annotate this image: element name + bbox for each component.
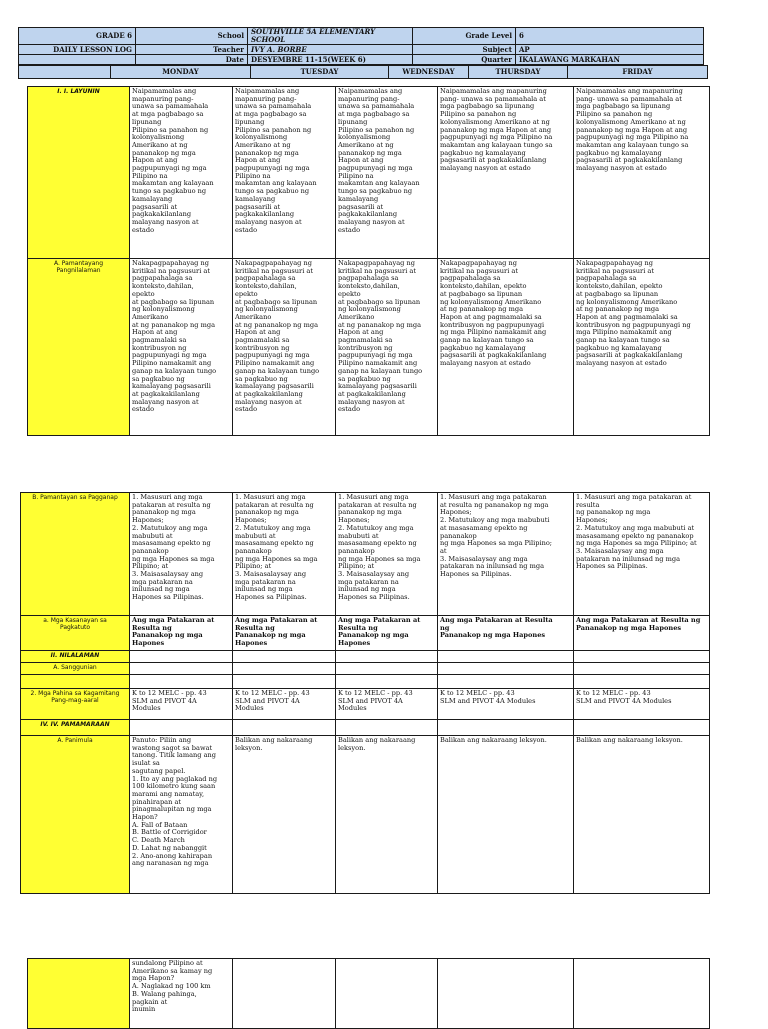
nilalaman-label: II. NILALAMAN — [50, 652, 100, 659]
continuation-tuesday — [233, 959, 336, 1029]
continuation-friday — [574, 959, 710, 1029]
sanggunian-label: A. Sanggunian — [53, 664, 97, 671]
pagganap-wednesday: 1. Masusuri ang mga patakaran at resulta ng pananakop ng mga Hapones; 2. Matutukoy ang mga mabubuti at masasamang epekto ng pananakop ng mga Hapones sa mga Pilipino; at 3. Maisasalaysay ang mga patakaran na inilunsad ng mga Hapones sa Pilipinas. — [336, 493, 438, 616]
pahina-monday: K to 12 MELC - pp. 43 SLM and PIVOT 4A Modules — [130, 689, 233, 720]
panimula-wednesday: Balikan ang nakaraang leksyon. — [336, 736, 438, 894]
panimula-monday: Panuto: Piliin ang wastong sagot sa bawat tanong. Titik lamang ang isulat sa sagutang papel. 1. Ito ay ang paglakad ng 100 kilometro kung saan marami ang namatay, pinahirapan at pinagmalupitan ng mga Hapon? A. Fall of Bataan B. Battle of Corrigidor C. Death March D. Lahat ng nabanggit 2. Ano-anong kahirapan ang naranasan ng mga — [130, 736, 233, 894]
layunin-friday: Naipamamalas ang mapanuring pang- unawa sa pamamahala at mga pagbabago sa lipunang Pilipino sa panahon ng kolonyalismong Amerikano at ng pananakop ng mga Hapon at ang pagpupunyagi ng mga Pilipino na makamtan ang kalayaan tungo sa pagkabuo ng kamalayang pagsasarili at pagkakakilanlang malayang nasyon at estado — [574, 87, 710, 259]
pahina-label: 2. Mga Pahina sa Kagamitang Pang-mag-aaral — [30, 690, 120, 704]
pamantayang-thursday: Nakapagpapahayag ng kritikal na pagsusuri at pagpapahalaga sa kontekstо,dahilan, epekto at pagbabago sa lipunan ng kolonyalismong Amerikano at ng pananakop ng mga Hapon at ang pagmamalaki sa kontribusyon ng pagpupunyagi ng mga Pilipino namakamit ang ganap na kalayaan tungo sa pagkabuo ng kamalayang pagsasarili at pagkakakilanlang malayang nasyon at estado — [438, 259, 574, 436]
panimula-thursday: Balikan ang nakaraang leksyon. — [438, 736, 574, 894]
panimula-friday: Balikan ang nakaraang leksyon. — [574, 736, 710, 894]
day-wednesday: WEDNESDAY — [389, 66, 469, 79]
kasanayan-monday: Ang mga Patakaran at Resulta ng Pananakop ng mga Hapones — [130, 616, 233, 651]
continuation-table — [27, 958, 710, 1029]
day-tuesday: TUESDAY — [251, 66, 389, 79]
pahina-friday: K to 12 MELC - pp. 43 SLM and PIVOT 4A Modules — [574, 689, 710, 720]
school-label: School — [136, 28, 248, 45]
kasanayan-label: a. Mga Kasanayan sa Pagkatuto — [43, 617, 107, 631]
pamamaraan-label: IV. IV. PAMAMARAAN — [40, 721, 110, 728]
date-label: Date — [136, 55, 248, 65]
layunin-label: I. I. LAYUNIN — [57, 88, 100, 95]
log-title: DAILY LESSON LOG — [19, 45, 136, 55]
pamantayang-monday: Nakapagpapahayag ng kritikal na pagsusuri at pagpapahalaga sa kontekstо,dahilan, epekto at pagbabago sa lipunan ng kolonyalismong Amerikano at ng pananakop ng mga Hapon at ang pagmamalaki sa kontribusyon ng pagpupunyagi ng mga Pilipino namakamit ang ganap na kalayaan tungo sa pagkabuo ng kamalayang pagsasarili at pagkakakilanlang malayang nasyon at estado — [130, 259, 233, 436]
school-value: SOUTHVILLE 5A ELEMENTARY SCHOOL — [248, 28, 413, 45]
weekday-header-row — [18, 65, 708, 79]
kasanayan-thursday: Ang mga Patakaran at Resulta ng Pananakop ng mga Hapones — [438, 616, 574, 651]
lesson-table — [20, 492, 710, 894]
pamantayang-tuesday: Nakapagpapahayag ng kritikal na pagsusuri at pagpapahalaga sa kontekstо,dahilan, epekto at pagbabago sa lipunan ng kolonyalismong Amerikano at ng pananakop ng mga Hapon at ang pagmamalaki sa kontribusyon ng pagpupunyagi ng mga Pilipino namakamit ang ganap na kalayaan tungo sa pagkabuo ng kamalayang pagsasarili at pagkakakilanlang malayang nasyon at estado — [233, 259, 336, 436]
layunin-thursday: Naipamamalas ang mapanuring pang- unawa sa pamamahala at mga pagbabago sa lipunang Pilipino sa panahon ng kolonyalismong Amerikano at ng pananakop ng mga Hapon at ang pagpupunyagi ng mga Pilipino na makamtan ang kalayaan tungo sa pagkabuo ng kamalayang pagsasarili at pagkakakilanlang malayang nasyon at estado — [438, 87, 574, 259]
pamantayang-label: A. Pamantayang Pangnilalaman — [53, 260, 104, 274]
objectives-table — [27, 86, 710, 436]
pamantayang-wednesday: Nakapagpapahayag ng kritikal na pagsusuri at pagpapahalaga sa kontekstо,dahilan, epekto at pagbabago sa lipunan ng kolonyalismong Amerikano at ng pananakop ng mga Hapon at ang pagmamalaki sa kontribusyon ng pagpupunyagi ng mga Pilipino namakamit ang ganap na kalayaan tungo sa pagkabuo ng kamalayang pagsasarili at pagkakakilanlang malayang nasyon at estado — [336, 259, 438, 436]
layunin-tuesday: Naipamamalas ang mapanuring pang- unawa sa pamamahala at mga pagbabago sa lipunang Pilipino sa panahon ng kolonyalismong Amerikano at ng pananakop ng mga Hapon at ang pagpupunyagi ng mga Pilipino na makamtan ang kalayaan tungo sa pagkabuo ng kamalayang pagsasarili at pagkakakilanlang malayang nasyon at estado — [233, 87, 336, 259]
panimula-label: A. Panimula — [57, 737, 93, 744]
panimula-tuesday: Balikan ang nakaraang leksyon. — [233, 736, 336, 894]
day-thursday: THURSDAY — [469, 66, 568, 79]
continuation-thursday — [438, 959, 574, 1029]
pagganap-monday: 1. Masusuri ang mga patakaran at resulta ng pananakop ng mga Hapones; 2. Matutukoy ang mga mabubuti at masasamang epekto ng pananakop ng mga Hapones sa mga Pilipino; at 3. Maisasalaysay ang mga patakaran na inilunsad ng mga Hapones sa Pilipinas. — [130, 493, 233, 616]
grade-label: GRADE 6 — [19, 28, 136, 45]
header-table — [18, 27, 704, 65]
layunin-wednesday: Naipamamalas ang mapanuring pang- unawa sa pamamahala at mga pagbabago sa lipunang Pilipino sa panahon ng kolonyalismong Amerikano at ng pananakop ng mga Hapon at ang pagpupunyagi ng mga Pilipino na makamtan ang kalayaan tungo sa pagkabuo ng kamalayang pagsasarili at pagkakakilanlang malayang nasyon at estado — [336, 87, 438, 259]
date-value: DESYEMBRE 11-15(WEEK 6) — [248, 55, 413, 65]
quarter-label: Quarter — [413, 55, 516, 65]
pagganap-label: B. Pamantayan sa Pagganap — [32, 494, 118, 501]
quarter-value: IKALAWANG MARKAHAN — [516, 55, 704, 65]
grade-level-value: 6 — [516, 28, 704, 45]
pamantayang-friday: Nakapagpapahayag ng kritikal na pagsusuri at pagpapahalaga sa kontekstо,dahilan, epekto at pagbabago sa lipunan ng kolonyalismong Amerikano at ng pananakop ng mga Hapon at ang pagmamalaki sa kontribusyon ng pagpupunyagi ng mga Pilipino namakamit ang ganap na kalayaan tungo sa pagkabuo ng kamalayang pagsasarili at pagkakakilanlang malayang nasyon at estado — [574, 259, 710, 436]
layunin-monday: Naipamamalas ang mapanuring pang- unawa sa pamamahala at mga pagbabago sa lipunang Pilipino sa panahon ng kolonyalismong Amerikano at ng pananakop ng mga Hapon at ang pagpupunyagi ng mga Pilipino na makamtan ang kalayaan tungo sa pagkabuo ng kamalayang pagsasarili at pagkakakilanlang malayang nasyon at estado — [130, 87, 233, 259]
pagganap-tuesday: 1. Masusuri ang mga patakaran at resulta ng pananakop ng mga Hapones; 2. Matutukoy ang mga mabubuti at masasamang epekto ng pananakop ng mga Hapones sa mga Pilipino; at 3. Maisasalaysay ang mga patakaran na inilunsad ng mga Hapones sa Pilipinas. — [233, 493, 336, 616]
pagganap-friday: 1. Masusuri ang mga patakaran at resulta ng pananakop ng mga Hapones; 2. Matutukoy ang mga mabubuti at masasamang epekto ng pananakop ng mga Hapones sa mga Pilipino; at 3. Maisasalaysay ang mga patakaran na inilunsad ng mga Hapones sa Pilipinas. — [574, 493, 710, 616]
teacher-label: Teacher — [136, 45, 248, 55]
subject-label: Subject — [413, 45, 516, 55]
pahina-thursday: K to 12 MELC - pp. 43 SLM and PIVOT 4A Modules — [438, 689, 574, 720]
pahina-tuesday: K to 12 MELC - pp. 43 SLM and PIVOT 4A Modules — [233, 689, 336, 720]
kasanayan-wednesday: Ang mga Patakaran at Resulta ng Pananakop ng mga Hapones — [336, 616, 438, 651]
grade-level-label: Grade Level — [413, 28, 516, 45]
subject-value: AP — [516, 45, 704, 55]
day-monday: MONDAY — [111, 66, 251, 79]
teacher-value: IVY A. BORBE — [248, 45, 413, 55]
continuation-monday: sundalong Pilipino at Amerikano sa kamay ng mga Hapon? A. Naglakad ng 100 km B. Walang pahinga, pagkain at inumin — [130, 959, 233, 1029]
kasanayan-tuesday: Ang mga Patakaran at Resulta ng Pananakop ng mga Hapones — [233, 616, 336, 651]
continuation-wednesday — [336, 959, 438, 1029]
day-friday: FRIDAY — [568, 66, 708, 79]
kasanayan-friday: Ang mga Patakaran at Resulta ng Pananakop ng mga Hapones — [574, 616, 710, 651]
pagganap-thursday: 1. Masusuri ang mga patakaran at resulta ng pananakop ng mga Hapones; 2. Matutukoy ang mga mabubuti at masasamang epekto ng pananakop ng mga Hapones sa mga Pilipino; at 3. Maisasalaysay ang mga patakaran na inilunsad ng mga Hapones sa Pilipinas. — [438, 493, 574, 616]
pahina-wednesday: K to 12 MELC - pp. 43 SLM and PIVOT 4A Modules — [336, 689, 438, 720]
